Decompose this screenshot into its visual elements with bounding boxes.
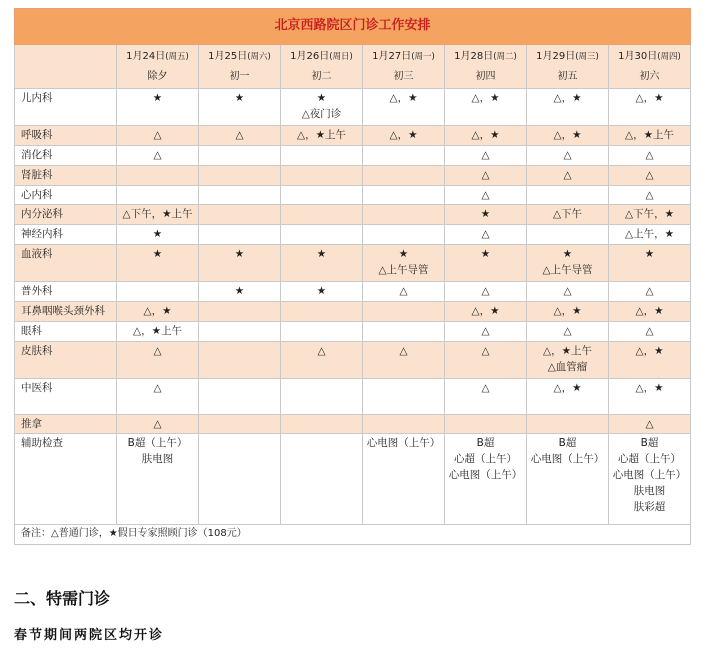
cell-text: △，★ [635,91,664,104]
department-name: 神经内科 [15,225,117,245]
table-row [15,414,691,434]
cell-text: △ [481,188,490,201]
schedule-cell [281,88,363,125]
schedule-cell [363,434,445,524]
schedule-cell [609,185,691,205]
cell-text: △，★ [635,345,664,357]
schedule-cell [527,185,609,205]
weekday-text: (周三) [575,51,599,62]
date-text: 1月29日 [536,50,576,62]
schedule-cell [117,282,199,302]
weekday-text: (周四) [657,51,681,62]
table-row [15,205,691,225]
schedule-cell [281,434,363,524]
table-row [15,165,691,185]
cell-text: △，★ [389,91,418,104]
day-date [365,47,442,67]
cell-text: ★ [398,248,409,261]
schedule-cell [527,125,609,145]
schedule-cell [609,342,691,379]
cell-text: △下午，★ [625,208,674,221]
schedule-cell [363,342,445,379]
day-header [199,44,281,88]
schedule-cell [117,225,199,245]
cell-text: △下午 [552,208,583,221]
table-title: 北京西路院区门诊工作安排 [15,9,691,45]
schedule-cell [445,282,527,302]
department-name: 心内科 [15,185,117,205]
cell-text: B超 [640,437,659,450]
table-row [15,245,691,282]
cell-text: B超 [476,437,495,450]
schedule-cell [281,342,363,379]
cell-text: △，★上午 [625,128,674,141]
schedule-cell [199,225,281,245]
schedule-cell [445,125,527,145]
cell-text: ★ [316,248,327,261]
schedule-cell [609,378,691,414]
schedule-cell [199,302,281,322]
cell-text: ★ [644,248,655,261]
day-date [201,47,278,67]
weekday-text: (周五) [165,51,189,62]
weekday-text: (周六) [247,51,271,62]
cell-text: △上午导管 [542,264,593,277]
cell-text: △ [399,285,408,298]
schedule-cell [609,225,691,245]
table-row [15,225,691,245]
table-row [15,434,691,524]
cell-text: 心超（上午） [454,453,517,466]
cell-text: △ [481,148,490,161]
schedule-cell [281,414,363,434]
schedule-cell [117,88,199,125]
cell-text: △ [481,345,490,357]
schedule-cell [609,145,691,165]
schedule-cell [609,434,691,524]
schedule-cell [445,414,527,434]
cell-text: 心电图（上午） [612,469,687,482]
cell-text: △ [481,285,490,298]
cell-text: △，★ [553,91,582,104]
schedule-cell [527,302,609,322]
department-name: 血液科 [15,245,117,282]
note-row [15,524,691,544]
cell-text: △，★ [635,381,664,394]
schedule-cell [363,225,445,245]
schedule-cell [527,245,609,282]
date-text: 1月30日 [618,50,658,62]
cell-text: △，★ [471,305,500,318]
cell-text: △，★ [553,305,582,318]
cell-text: △ [481,381,490,394]
schedule-cell [363,245,445,282]
department-name: 消化科 [15,145,117,165]
cell-text: △ [481,228,490,241]
schedule-cell [363,302,445,322]
header-corner [15,44,117,88]
day-date [283,47,360,67]
schedule-body [15,9,691,545]
schedule-cell [527,165,609,185]
table-row [15,322,691,342]
cell-text: △ [645,325,654,338]
festival-label: 初四 [475,70,496,82]
day-header [527,44,609,88]
schedule-cell [199,282,281,302]
cell-text: △ [153,148,162,161]
schedule-cell [363,185,445,205]
schedule-cell [117,245,199,282]
schedule-cell [609,302,691,322]
schedule-cell [117,342,199,379]
schedule-cell [281,185,363,205]
cell-text: △上午导管 [378,264,429,277]
schedule-cell [445,205,527,225]
schedule-cell [281,322,363,342]
schedule-cell [117,185,199,205]
date-text: 1月24日 [126,50,166,62]
schedule-cell [609,414,691,434]
schedule-cell [445,378,527,414]
schedule-cell [609,322,691,342]
festival-label: 初五 [557,70,578,82]
table-row [15,302,691,322]
header-row [15,44,691,88]
schedule-cell [609,245,691,282]
schedule-cell [117,378,199,414]
cell-text: B超（上午） [127,437,188,450]
table-row [15,88,691,125]
schedule-cell [609,165,691,185]
date-text: 1月28日 [454,50,494,62]
cell-text: ★ [152,228,163,241]
day-date [447,47,524,67]
schedule-cell [199,185,281,205]
cell-text: △ [645,417,654,430]
day-header [117,44,199,88]
schedule-cell [199,414,281,434]
schedule-cell [199,322,281,342]
schedule-cell [363,322,445,342]
section-text: 春节期间两院区均开诊 [14,628,165,643]
schedule-cell [281,282,363,302]
cell-text: ★ [234,91,245,104]
cell-text: △ [153,381,162,394]
date-text: 1月26日 [290,50,330,62]
cell-text: ★ [316,91,327,104]
cell-text: △ [481,168,490,181]
cell-text: △ [563,285,572,298]
cell-text: △，★ [471,128,500,141]
weekday-text: (周一) [411,51,435,62]
cell-text: △，★上午 [543,345,592,357]
cell-text: 心超（上午） [618,453,681,466]
cell-text: △上午，★ [625,228,674,241]
cell-text: ★ [152,248,163,261]
cell-text: △ [153,128,162,141]
department-name: 普外科 [15,282,117,302]
cell-text: △ [645,148,654,161]
festival-label: 除夕 [147,70,168,82]
schedule-cell [527,225,609,245]
cell-text: △，★ [553,381,582,394]
cell-text: ★ [152,91,163,104]
cell-text: △ [645,188,654,201]
festival-label: 初六 [639,70,660,82]
cell-text: ★ [234,248,245,261]
schedule-cell [281,145,363,165]
cell-text: △血管瘤 [547,361,588,373]
day-date [611,47,688,67]
schedule-cell [445,434,527,524]
date-text: 1月27日 [372,50,412,62]
department-name: 辅助检查 [15,434,117,524]
schedule-cell [445,302,527,322]
cell-text: △，★上午 [297,128,346,141]
table-row [15,145,691,165]
department-name: 呼吸科 [15,125,117,145]
schedule-cell [117,414,199,434]
schedule-cell [363,145,445,165]
schedule-cell [117,145,199,165]
department-name: 肾脏科 [15,165,117,185]
title-row [15,9,691,45]
festival-label: 初二 [311,70,332,82]
cell-text: △ [153,345,162,357]
cell-text: △，★ [553,128,582,141]
schedule-cell [527,205,609,225]
department-name: 内分泌科 [15,205,117,225]
cell-text: 心电图（上午） [448,469,523,482]
schedule-cell [281,165,363,185]
schedule-cell [363,414,445,434]
schedule-cell [281,302,363,322]
schedule-cell [199,434,281,524]
cell-text: 肤彩超 [633,501,666,514]
day-header [609,44,691,88]
cell-text: △ [481,325,490,338]
schedule-cell [445,342,527,379]
schedule-cell [363,88,445,125]
department-name: 推拿 [15,414,117,434]
cell-text: △，★ [471,91,500,104]
schedule-cell [527,414,609,434]
cell-text: △，★ [635,305,664,318]
schedule-cell [445,88,527,125]
cell-text: △ [645,168,654,181]
schedule-table [14,8,691,545]
cell-text: △ [317,345,326,357]
table-row [15,125,691,145]
schedule-cell [363,282,445,302]
date-text: 1月25日 [208,50,248,62]
schedule-cell [199,378,281,414]
schedule-cell [527,282,609,302]
schedule-cell [527,434,609,524]
schedule-cell [199,145,281,165]
weekday-text: (周日) [329,51,353,62]
day-date [119,47,196,67]
schedule-cell [199,245,281,282]
day-header [363,44,445,88]
schedule-cell [117,125,199,145]
schedule-cell [609,125,691,145]
schedule-cell [445,322,527,342]
day-date [529,47,606,67]
day-header [281,44,363,88]
schedule-cell [445,185,527,205]
schedule-cell [445,245,527,282]
schedule-cell [527,322,609,342]
schedule-cell [445,145,527,165]
schedule-cell [199,342,281,379]
schedule-cell [199,88,281,125]
schedule-cell [363,165,445,185]
table-row [15,185,691,205]
table-row [15,378,691,414]
cell-text: △，★ [389,128,418,141]
schedule-cell [445,165,527,185]
cell-text: △ [563,148,572,161]
schedule-cell [117,205,199,225]
schedule-cell [363,378,445,414]
department-name: 皮肤科 [15,342,117,379]
schedule-cell [199,205,281,225]
department-name: 耳鼻咽喉头颈外科 [15,302,117,322]
schedule-cell [527,342,609,379]
cell-text: ★ [234,285,245,298]
festival-label: 初一 [229,70,250,82]
cell-text: △ [563,325,572,338]
schedule-cell [445,225,527,245]
schedule-cell [609,205,691,225]
schedule-cell [199,165,281,185]
table-row [15,342,691,379]
cell-text: △ [153,417,162,430]
schedule-cell [527,378,609,414]
cell-text: 肤电图 [633,485,666,498]
schedule-cell [117,165,199,185]
schedule-cell [281,225,363,245]
department-name: 中医科 [15,378,117,414]
schedule-cell [117,434,199,524]
cell-text: △ [399,345,408,357]
table-row [15,282,691,302]
department-name: 儿内科 [15,88,117,125]
festival-label: 初三 [393,70,414,82]
cell-text: B超 [558,437,577,450]
cell-text: △ [235,128,244,141]
cell-text: ★ [480,248,491,261]
section-heading: 二、特需门诊 [14,589,111,608]
day-header [445,44,527,88]
schedule-cell [281,245,363,282]
cell-text: ★ [480,208,491,221]
schedule-cell [199,125,281,145]
schedule-cell [609,88,691,125]
schedule-cell [363,125,445,145]
schedule-cell [281,205,363,225]
cell-text: ★ [316,285,327,298]
cell-text: △ [645,285,654,298]
weekday-text: (周二) [493,51,517,62]
table-note: 备注：△普通门诊，★假日专家照顾门诊（108元） [15,524,691,544]
schedule-cell [281,125,363,145]
schedule-cell [527,145,609,165]
cell-text: △ [563,168,572,181]
cell-text: △下午，★上午 [122,208,193,221]
schedule-cell [281,378,363,414]
department-name: 眼科 [15,322,117,342]
schedule-cell [609,282,691,302]
cell-text: 心电图（上午） [366,437,441,450]
cell-text: 肤电图 [141,453,174,466]
cell-text: ★ [562,248,573,261]
cell-text: △夜门诊 [301,107,342,120]
cell-text: △，★ [143,305,172,318]
cell-text: 心电图（上午） [530,453,605,466]
schedule-cell [363,205,445,225]
schedule-cell [527,88,609,125]
schedule-cell [117,302,199,322]
schedule-cell [117,322,199,342]
cell-text: △，★上午 [133,325,182,338]
